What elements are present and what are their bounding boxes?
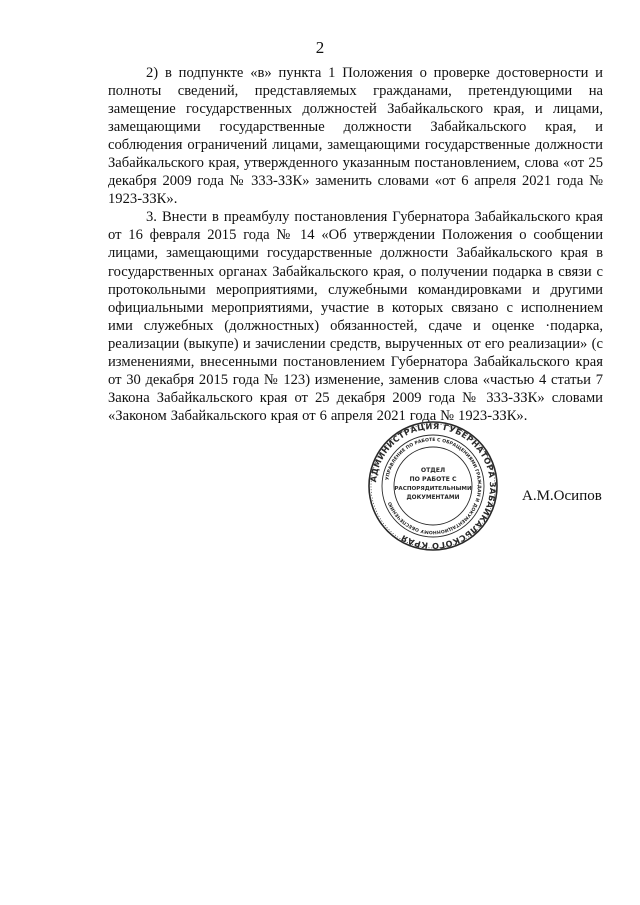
stamp-outer-text: АДМИНИСТРАЦИЯ ГУБЕРНАТОРА ЗАБАЙКАЛЬСКОГО КРАЯ	[368, 420, 499, 552]
document-body	[108, 64, 603, 425]
stamp-center-line-3: РАСПОРЯДИТЕЛЬНЫМИ	[394, 486, 472, 492]
official-seal-stamp	[367, 420, 499, 552]
stamp-center-line-1: ОТДЕЛ	[420, 467, 446, 474]
paragraph-point-3: 3. Внести в преамбулу постановления Губернатора Забайкальского края от 16 февраля 2015 года № 14 «Об утверждении Положения о сообщении лицами, замещающими государственные должности Забайкальского края в государственных органах Забайкальского края, о получении подарка в связи с протокольными мероприятиями, служебными командировками и другими официальными мероприятиями, участие в которых связано с исполнением ими служебных (должностных) обязанностей, сдаче и оценке ·подарка, реализации (выкупе) и зачислении средств, вырученных от его реализации» (с изменениями, внесенными постановлением Губернатора Забайкальского края от 30 декабря 2015 года № 123) изменение, заменив слова «частью 4 статьи 7 Закона Забайкальского края от 25 декабря 2009 года № 333-ЗЗК» словами «Законом Забайкальского края от 6 апреля 2021 года № 1923-ЗЗК».	[108, 209, 603, 424]
stamp-inner-text: УПРАВЛЕНИЕ ПО РАБОТЕ С ОБРАЩЕНИЯМИ ГРАЖДАН И ДОКУМЕНТАЦИОННОМУ ОБЕСПЕЧЕНИЮ	[385, 437, 482, 535]
page-number: 2	[315, 38, 325, 57]
stamp-center-line-4: ДОКУМЕНТАМИ	[406, 495, 460, 501]
signatory-name: А.М.Осипов	[522, 488, 602, 504]
stamp-center-line-2: ПО РАБОТЕ С	[409, 476, 457, 483]
paragraph-subpoint-2: 2) в подпункте «в» пункта 1 Положения о проверке достоверности и полноты сведений, представляемых гражданами, претендующими на замещение государственных должностей Забайкальского края, и лицами, замещающими государственные должности Забайкальского края, и соблюдения ограничений лицами, замещающими государственные должности Забайкальского края, утвержденного указанным постановлением, слова «от 25 декабря 2009 года № 333-ЗЗК» заменить словами «от 6 апреля 2021 года № 1923-ЗЗК».	[108, 65, 603, 208]
